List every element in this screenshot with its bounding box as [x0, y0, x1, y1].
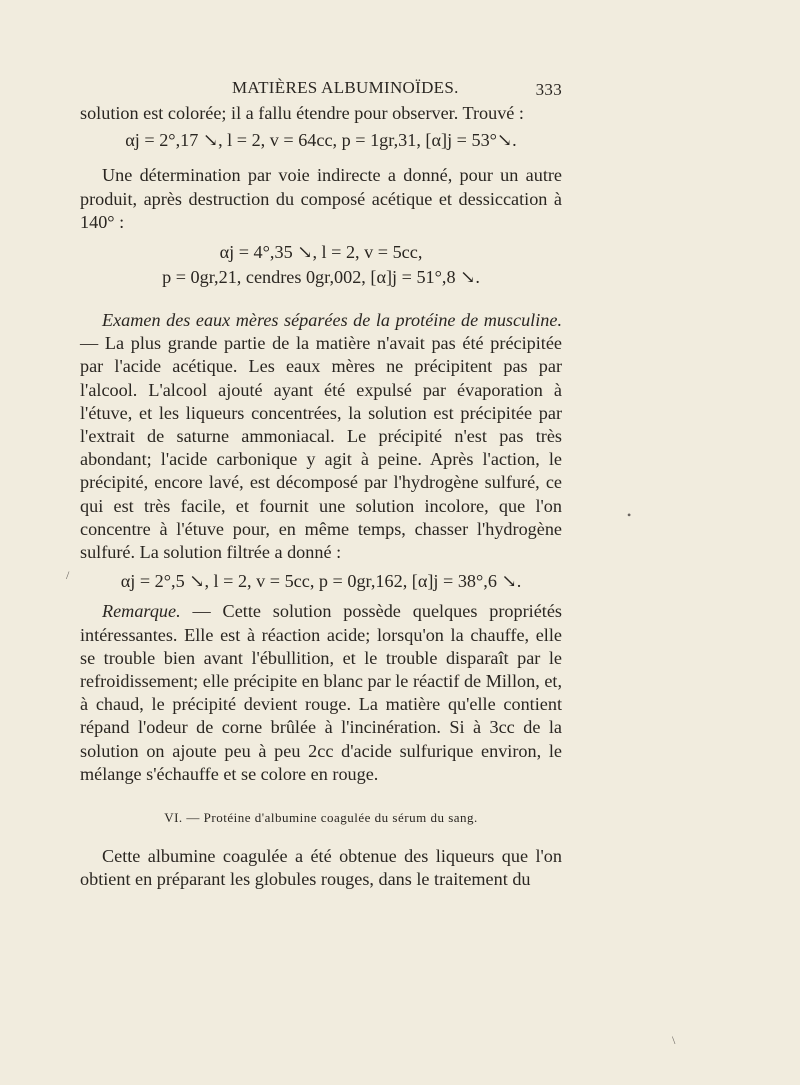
margin-tick-mark-bottom: \ — [672, 1033, 676, 1047]
margin-tick-mark: / — [66, 568, 70, 582]
section-heading: VI. — Protéine d'albumine coagulée du sérum du sang. — [164, 810, 478, 826]
formula-3: αj = 2°,5 ↘, l = 2, v = 5cc, p = 0gr,162, [α]j = 38°,6 ↘. — [120, 571, 522, 592]
paragraph-3 — [80, 309, 562, 564]
paragraph-3-text: — La plus grande partie de la matière n'avait pas été précipitée par l'acide acétique. Les eaux mères ne précipitent pas par l'alcool. L'alcool ajouté ayant été expulsé par évaporation à l'étuve, et les liqueurs concentrées, la solution est précipitée par l'extrait de saturne ammoniacal. Le précipité n'est pas très abondant; l'acide carbonique y agit à peine. Après l'action, le précipité, encore lavé, est décomposé par l'hydrogène sulfuré, ce qui est très facile, et fournit une solution incolore, que l'on concentre à l'étuve pour, en même temps, chasser l'hydrogène sulfuré. La solution filtrée a donné : — [80, 333, 562, 563]
formula-1: αj = 2°,17 ↘, l = 2, v = 64cc, p = 1gr,31, [α]j = 53°↘. — [125, 130, 517, 151]
paragraph-4 — [80, 600, 562, 786]
paragraph-5: Cette albumine coagulée a été obtenue des liqueurs que l'on obtient en préparant les globules rouges, dans le traitement du — [80, 846, 562, 890]
formula-2-line-2: p = 0gr,21, cendres 0gr,002, [α]j = 51°,8 ↘. — [162, 267, 480, 288]
paragraph-2: Une détermination par voie indirecte a donné, pour un autre produit, après destruction du composé acétique et dessiccation à 140° : — [80, 165, 562, 232]
page-body — [80, 102, 562, 892]
paragraph-4-text: — Cette solution possède quelques propriétés intéressantes. Elle est à réaction acide; lorsqu'on la chauffe, elle se trouble bien avant l'ébullition, et le trouble disparaît par le refroidissement; elle précipite en blanc par le réactif de Millon, et, à chaud, le précipité devient rouge. La matière qu'elle contient répand l'odeur de corne brûlée à l'incinération. Si à 3cc de la solution on ajoute peu à peu 2cc d'acide sulfurique environ, le mélange s'échauffe et se colore en rouge. — [80, 601, 562, 784]
running-title: MATIÈRES ALBUMINOÏDES. — [232, 78, 459, 97]
margin-dot-mark: • — [627, 508, 632, 522]
formula-2 — [80, 240, 562, 290]
page-header — [80, 74, 570, 102]
formula-2-line-1: αj = 4°,35 ↘, l = 2, v = 5cc, — [219, 242, 423, 263]
paragraph-1: solution est colorée; il a fallu étendre pour observer. Trouvé : — [80, 103, 524, 123]
paragraph-4-title: Remarque. — [102, 601, 181, 622]
page-number: 333 — [535, 80, 562, 99]
paragraph-3-title: Examen des eaux mères séparées de la protéine de musculine. — [102, 310, 562, 331]
